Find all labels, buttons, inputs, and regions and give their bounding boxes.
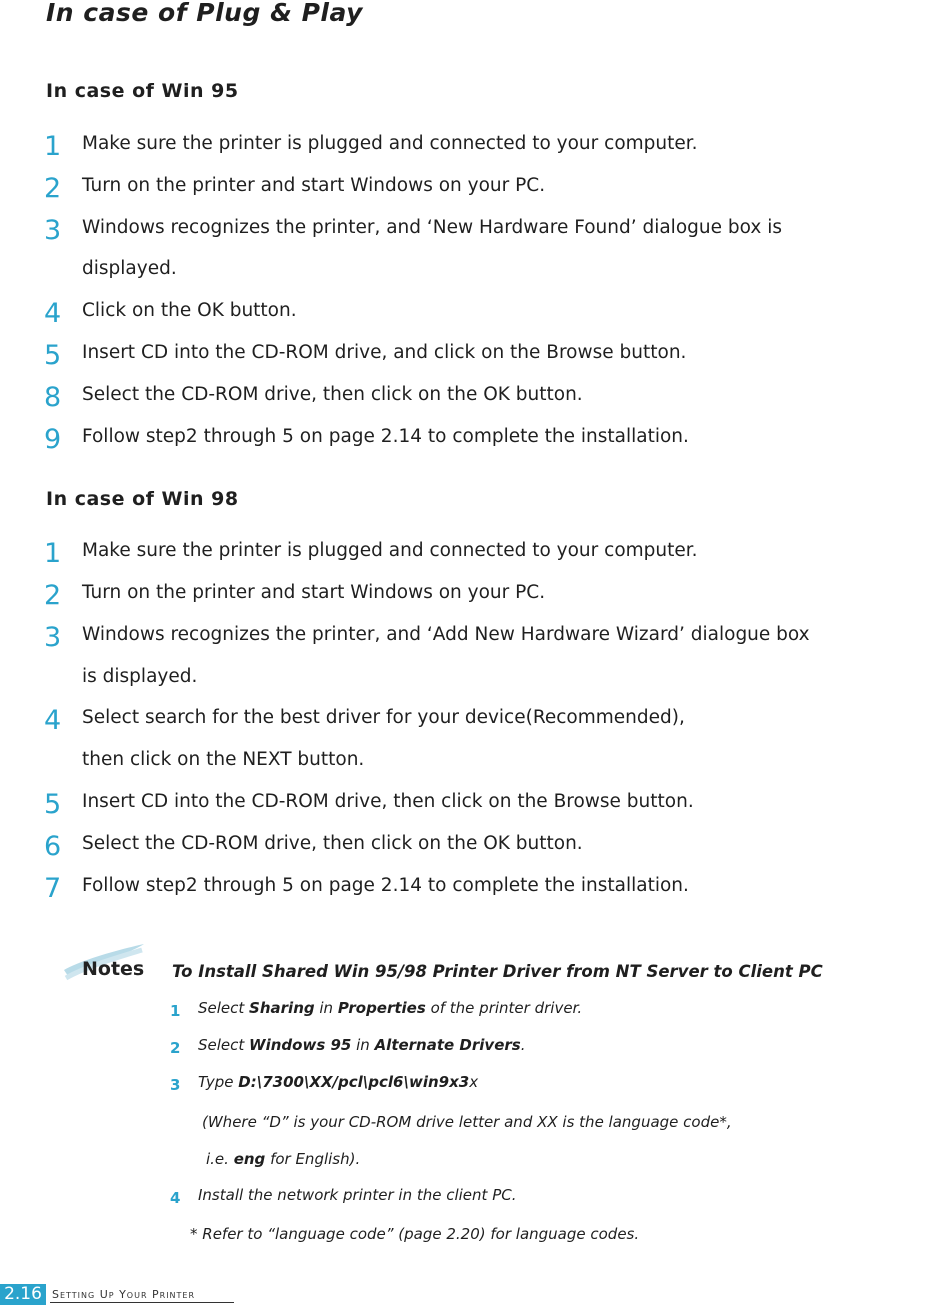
win95-step-number: 1 [44,131,62,162]
note-text-continued: i.e. eng for English). [206,1150,361,1168]
note-number: 4 [170,1189,181,1207]
win98-step-number: 7 [44,873,62,904]
footer-section-title: Setting Up Your Printer [52,1288,196,1301]
win95-step-text-continued: displayed. [82,258,177,279]
note-number: 3 [170,1076,181,1094]
win95-step-number: 9 [44,424,62,455]
win98-step-text: Make sure the printer is plugged and connected to your computer. [82,540,698,561]
win95-step-text: Follow step2 through 5 on page 2.14 to complete the installation. [82,426,689,447]
win95-step-number: 8 [44,382,62,413]
note-text: Type D:\7300\XX/pcl\pcl6\win9x3x [198,1073,479,1091]
win98-step-text: Follow step2 through 5 on page 2.14 to complete the installation. [82,875,689,896]
note-text: Select Windows 95 in Alternate Drivers. [198,1036,526,1054]
note-text-continued: (Where “D” is your CD-ROM drive letter and XX is the language code*, [202,1113,732,1131]
win95-step-text: Turn on the printer and start Windows on your PC. [82,175,546,196]
notes-title: To Install Shared Win 95/98 Printer Driver from NT Server to Client PC [172,962,823,981]
win95-step-text: Windows recognizes the printer, and ‘New Hardware Found’ dialogue box is [82,217,782,238]
note-number: 1 [170,1002,181,1020]
win98-step-number: 4 [44,705,62,736]
win95-step-number: 2 [44,173,62,204]
win95-step-text: Make sure the printer is plugged and connected to your computer. [82,133,698,154]
section-heading-win98: In case of Win 98 [46,488,239,510]
section-heading-win95: In case of Win 95 [46,80,239,102]
notes-label: Notes [82,958,145,980]
win95-step-number: 3 [44,215,62,246]
win98-step-text: Windows recognizes the printer, and ‘Add New Hardware Wizard’ dialogue box [82,624,810,645]
win98-step-number: 5 [44,789,62,820]
note-footnote: * Refer to “language code” (page 2.20) for language codes. [190,1225,640,1243]
page-title: In case of Plug & Play [46,0,363,27]
footer-divider [50,1302,234,1303]
win95-step-text: Click on the OK button. [82,300,297,321]
win98-step-text: Select the CD-ROM drive, then click on the OK button. [82,833,583,854]
win98-step-text: Turn on the printer and start Windows on your PC. [82,582,546,603]
page-number: 2.16 [0,1284,46,1305]
win98-step-text: Select search for the best driver for your device(Recommended), [82,707,685,728]
win95-step-text: Insert CD into the CD-ROM drive, and click on the Browse button. [82,342,687,363]
win98-step-number: 6 [44,831,62,862]
win95-step-text: Select the CD-ROM drive, then click on the OK button. [82,384,583,405]
win98-step-text-continued: then click on the NEXT button. [82,749,365,770]
win98-step-text: Insert CD into the CD-ROM drive, then click on the Browse button. [82,791,694,812]
win98-step-text-continued: is displayed. [82,666,198,687]
win98-step-number: 2 [44,580,62,611]
note-number: 2 [170,1039,181,1057]
win95-step-number: 4 [44,298,62,329]
win98-step-number: 3 [44,622,62,653]
note-text: Select Sharing in Properties of the printer driver. [198,999,583,1017]
note-text: Install the network printer in the client PC. [198,1186,517,1204]
win98-step-number: 1 [44,538,62,569]
win95-step-number: 5 [44,340,62,371]
